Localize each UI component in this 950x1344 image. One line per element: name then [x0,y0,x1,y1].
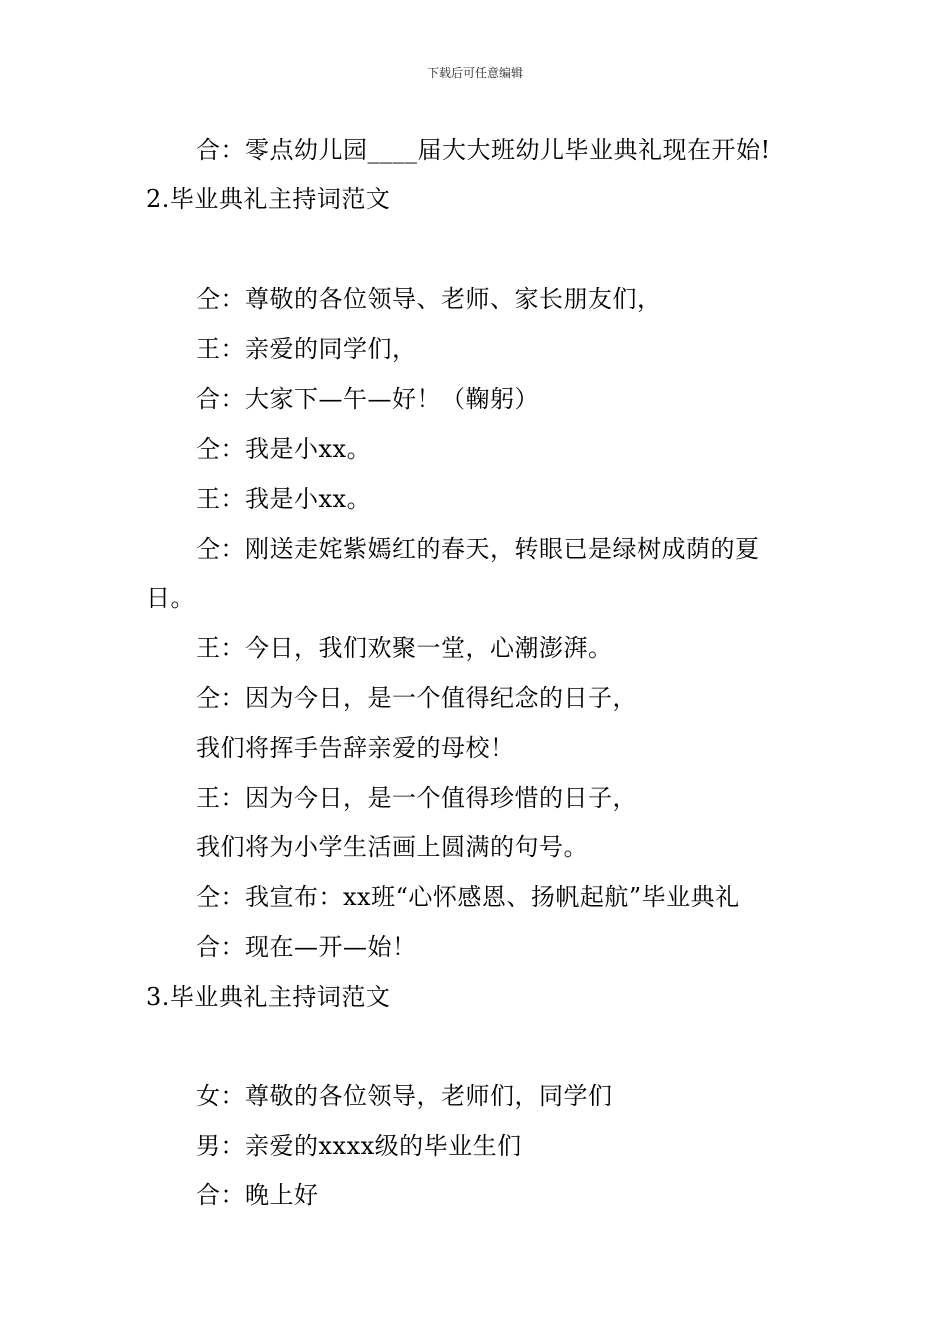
dialogue-line: 王：亲爱的同学们， [196,335,417,363]
dialogue-line: 我们将挥手告辞亲爱的母校！ [196,734,515,762]
dialogue-line: 合：现在—开—始！ [196,933,417,961]
dialogue-line: 王：因为今日，是一个值得珍惜的日子， [196,784,637,812]
dialogue-line-continuation: 日。 [146,584,195,612]
dialogue-line: 合：晚上好 [196,1181,319,1209]
dialogue-line: 仝：因为今日，是一个值得纪念的日子， [196,684,637,712]
opening-declaration: 合：零点幼儿园____届大大班幼儿毕业典礼现在开始! [196,136,771,164]
dialogue-line: 王：我是小xx。 [196,485,372,513]
dialogue-line: 王：今日，我们欢聚一堂，心潮澎湃。 [196,634,613,662]
page-header: 下载后可任意编辑 [426,66,523,80]
dialogue-line: 仝：我宣布：xx班“心怀感恩、扬帆起航”毕业典礼 [196,883,740,911]
dialogue-line: 仝：尊敬的各位领导、老师、家长朋友们， [196,285,662,313]
dialogue-line: 仝：我是小xx。 [196,435,372,463]
dialogue-line: 男：亲爱的xxxx级的毕业生们 [196,1132,522,1160]
section-heading-3: 3.毕业典礼主持词范文 [146,983,391,1011]
dialogue-line: 仝：刚送走姹紫嫣红的春天，转眼已是绿树成荫的夏 [196,535,760,563]
dialogue-line: 合：大家下—午—好！（鞠躬） [196,385,539,413]
dialogue-line: 我们将为小学生活画上圆满的句号。 [196,833,588,861]
dialogue-line: 女：尊敬的各位领导，老师们，同学们 [196,1082,613,1110]
section-heading-2: 2.毕业典礼主持词范文 [146,185,391,213]
